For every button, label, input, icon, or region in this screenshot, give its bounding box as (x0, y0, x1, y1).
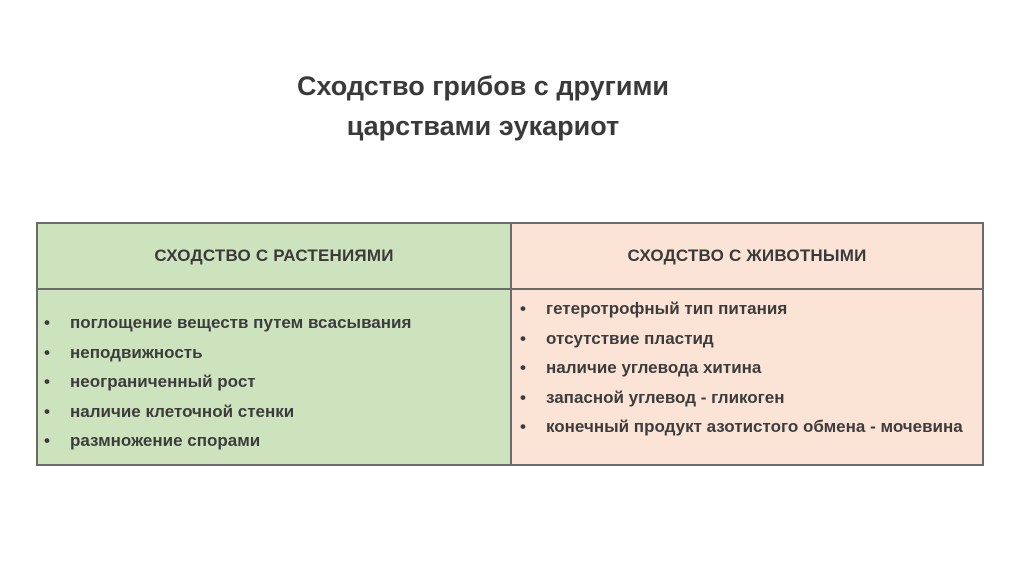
list-item-text: отсутствие пластид (546, 328, 714, 348)
bullet: • (520, 358, 526, 377)
list-item-text: неподвижность (70, 342, 203, 362)
list-item (520, 324, 982, 354)
list-item (44, 338, 510, 368)
list-item-text: наличие клеточной стенки (70, 401, 295, 421)
slide-title (0, 66, 966, 146)
animals-header-cell (512, 224, 982, 290)
list-item-text: запасной углевод - гликоген (546, 387, 785, 407)
plants-list (44, 308, 510, 456)
list-item-text: конечный продукт азотистого обмена - мочевина (546, 417, 963, 436)
bullet: • (44, 401, 50, 421)
list-item (44, 308, 510, 338)
list-item-text: поглощение веществ путем всасывания (70, 313, 412, 332)
list-item (520, 383, 982, 413)
plants-header-cell (38, 224, 512, 290)
bullet: • (520, 328, 526, 348)
bullet: • (520, 417, 526, 436)
bullet: • (44, 372, 50, 391)
bullet: • (520, 387, 526, 407)
animals-header: СХОДСТВО С ЖИВОТНЫМИ (627, 246, 867, 265)
list-item (44, 367, 510, 397)
comparison-table (36, 222, 984, 466)
bullet: • (44, 342, 50, 362)
plants-list-cell (38, 290, 512, 464)
title-line-1: Сходство грибов с другими (296, 71, 670, 101)
list-item (520, 294, 982, 324)
list-item (520, 353, 982, 383)
list-item (520, 412, 982, 442)
title-line-2: царствами эукариот (346, 111, 620, 141)
list-item (44, 426, 510, 456)
list-item-text: неограниченный рост (70, 372, 256, 391)
animals-list-cell (512, 290, 982, 464)
bullet: • (520, 299, 526, 318)
list-item-text: гетеротрофный тип питания (546, 299, 788, 318)
animals-list (520, 294, 982, 442)
list-item-text: размножение спорами (70, 431, 261, 450)
plants-header: СХОДСТВО С РАСТЕНИЯМИ (154, 246, 394, 265)
bullet: • (44, 431, 50, 450)
list-item (44, 397, 510, 427)
bullet: • (44, 313, 50, 332)
list-item-text: наличие углевода хитина (546, 358, 762, 377)
